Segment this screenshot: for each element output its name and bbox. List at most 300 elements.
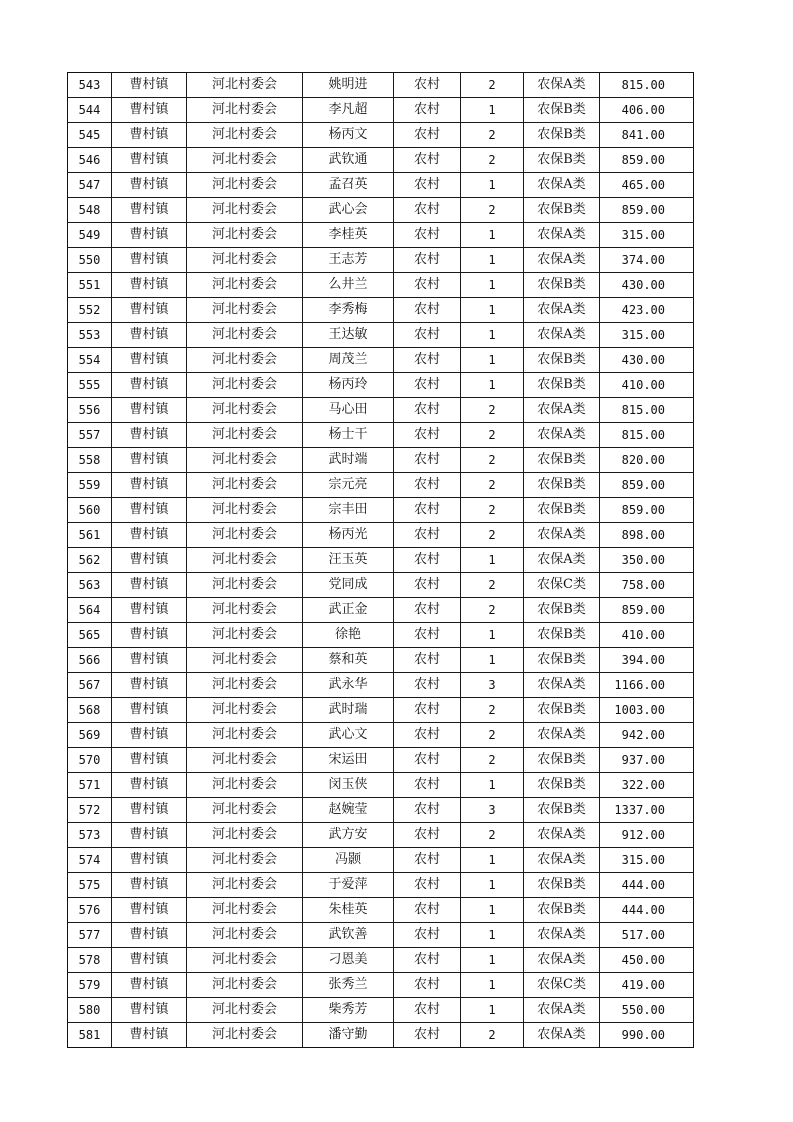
cell-village-committee: 河北村委会 (187, 873, 303, 898)
cell-town: 曹村镇 (112, 473, 187, 498)
cell-amount: 815.00 (600, 73, 694, 98)
cell-town: 曹村镇 (112, 498, 187, 523)
cell-person-name: 武钦通 (303, 148, 394, 173)
cell-village-committee: 河北村委会 (187, 173, 303, 198)
cell-area-type: 农村 (394, 148, 461, 173)
cell-person-name: 武心文 (303, 723, 394, 748)
cell-person-name: 武永华 (303, 673, 394, 698)
table-row (68, 473, 694, 498)
cell-household-count: 1 (461, 873, 524, 898)
cell-amount: 815.00 (600, 398, 694, 423)
table-row (68, 548, 694, 573)
table-row (68, 973, 694, 998)
cell-town: 曹村镇 (112, 523, 187, 548)
cell-area-type: 农村 (394, 348, 461, 373)
cell-area-type: 农村 (394, 923, 461, 948)
cell-person-name: 姚明进 (303, 73, 394, 98)
cell-person-name: 武钦善 (303, 923, 394, 948)
cell-village-committee: 河北村委会 (187, 73, 303, 98)
cell-person-name: 冯颢 (303, 848, 394, 873)
cell-village-committee: 河北村委会 (187, 348, 303, 373)
table-row (68, 648, 694, 673)
cell-household-count: 1 (461, 923, 524, 948)
table-row (68, 98, 694, 123)
cell-insurance-category: 农保A类 (524, 1023, 600, 1048)
table-row (68, 73, 694, 98)
cell-town: 曹村镇 (112, 98, 187, 123)
cell-household-count: 1 (461, 648, 524, 673)
cell-serial-number: 569 (68, 723, 112, 748)
table-row (68, 798, 694, 823)
cell-village-committee: 河北村委会 (187, 298, 303, 323)
cell-village-committee: 河北村委会 (187, 1023, 303, 1048)
cell-town: 曹村镇 (112, 823, 187, 848)
cell-village-committee: 河北村委会 (187, 423, 303, 448)
cell-serial-number: 549 (68, 223, 112, 248)
cell-village-committee: 河北村委会 (187, 148, 303, 173)
cell-amount: 517.00 (600, 923, 694, 948)
table-row (68, 698, 694, 723)
cell-village-committee: 河北村委会 (187, 523, 303, 548)
cell-insurance-category: 农保A类 (524, 523, 600, 548)
cell-area-type: 农村 (394, 723, 461, 748)
cell-amount: 859.00 (600, 498, 694, 523)
cell-serial-number: 572 (68, 798, 112, 823)
cell-area-type: 农村 (394, 648, 461, 673)
cell-amount: 444.00 (600, 873, 694, 898)
cell-household-count: 2 (461, 448, 524, 473)
cell-village-committee: 河北村委会 (187, 973, 303, 998)
table-row (68, 848, 694, 873)
cell-town: 曹村镇 (112, 948, 187, 973)
cell-serial-number: 560 (68, 498, 112, 523)
cell-town: 曹村镇 (112, 148, 187, 173)
table-row (68, 673, 694, 698)
cell-area-type: 农村 (394, 498, 461, 523)
cell-town: 曹村镇 (112, 998, 187, 1023)
cell-insurance-category: 农保B类 (524, 798, 600, 823)
cell-town: 曹村镇 (112, 123, 187, 148)
cell-amount: 815.00 (600, 423, 694, 448)
cell-area-type: 农村 (394, 873, 461, 898)
cell-household-count: 1 (461, 298, 524, 323)
cell-insurance-category: 农保A类 (524, 398, 600, 423)
cell-area-type: 农村 (394, 598, 461, 623)
cell-person-name: 赵婉莹 (303, 798, 394, 823)
cell-area-type: 农村 (394, 798, 461, 823)
cell-amount: 430.00 (600, 273, 694, 298)
cell-person-name: 武方安 (303, 823, 394, 848)
cell-serial-number: 564 (68, 598, 112, 623)
cell-insurance-category: 农保B类 (524, 498, 600, 523)
cell-person-name: 蔡和英 (303, 648, 394, 673)
cell-area-type: 农村 (394, 673, 461, 698)
cell-village-committee: 河北村委会 (187, 373, 303, 398)
cell-village-committee: 河北村委会 (187, 898, 303, 923)
cell-amount: 758.00 (600, 573, 694, 598)
cell-town: 曹村镇 (112, 598, 187, 623)
cell-serial-number: 574 (68, 848, 112, 873)
cell-person-name: 孟召英 (303, 173, 394, 198)
table-row (68, 148, 694, 173)
cell-serial-number: 544 (68, 98, 112, 123)
cell-amount: 898.00 (600, 523, 694, 548)
cell-village-committee: 河北村委会 (187, 598, 303, 623)
cell-village-committee: 河北村委会 (187, 398, 303, 423)
cell-amount: 942.00 (600, 723, 694, 748)
cell-household-count: 2 (461, 423, 524, 448)
cell-insurance-category: 农保A类 (524, 73, 600, 98)
cell-insurance-category: 农保B类 (524, 698, 600, 723)
cell-person-name: 武时端 (303, 448, 394, 473)
cell-person-name: 李秀梅 (303, 298, 394, 323)
cell-village-committee: 河北村委会 (187, 748, 303, 773)
table-row (68, 923, 694, 948)
cell-village-committee: 河北村委会 (187, 623, 303, 648)
cell-amount: 410.00 (600, 373, 694, 398)
roster-table-body (68, 73, 694, 1048)
table-row (68, 773, 694, 798)
cell-household-count: 2 (461, 498, 524, 523)
table-row (68, 748, 694, 773)
cell-person-name: 杨士干 (303, 423, 394, 448)
cell-serial-number: 552 (68, 298, 112, 323)
cell-area-type: 农村 (394, 948, 461, 973)
cell-town: 曹村镇 (112, 573, 187, 598)
cell-serial-number: 578 (68, 948, 112, 973)
cell-insurance-category: 农保C类 (524, 973, 600, 998)
cell-insurance-category: 农保B类 (524, 148, 600, 173)
cell-village-committee: 河北村委会 (187, 848, 303, 873)
cell-person-name: 李凡超 (303, 98, 394, 123)
cell-serial-number: 576 (68, 898, 112, 923)
cell-person-name: 李桂英 (303, 223, 394, 248)
cell-amount: 550.00 (600, 998, 694, 1023)
cell-town: 曹村镇 (112, 273, 187, 298)
cell-amount: 859.00 (600, 198, 694, 223)
cell-insurance-category: 农保B类 (524, 348, 600, 373)
cell-household-count: 2 (461, 148, 524, 173)
cell-household-count: 1 (461, 373, 524, 398)
cell-household-count: 1 (461, 173, 524, 198)
cell-amount: 450.00 (600, 948, 694, 973)
cell-amount: 430.00 (600, 348, 694, 373)
cell-household-count: 2 (461, 723, 524, 748)
cell-town: 曹村镇 (112, 248, 187, 273)
cell-village-committee: 河北村委会 (187, 123, 303, 148)
cell-area-type: 农村 (394, 698, 461, 723)
table-row (68, 998, 694, 1023)
cell-amount: 444.00 (600, 898, 694, 923)
cell-insurance-category: 农保B类 (524, 773, 600, 798)
cell-person-name: 潘守勤 (303, 1023, 394, 1048)
cell-amount: 410.00 (600, 623, 694, 648)
cell-amount: 406.00 (600, 98, 694, 123)
cell-household-count: 2 (461, 1023, 524, 1048)
cell-town: 曹村镇 (112, 698, 187, 723)
cell-area-type: 农村 (394, 573, 461, 598)
cell-household-count: 1 (461, 98, 524, 123)
cell-serial-number: 577 (68, 923, 112, 948)
cell-household-count: 1 (461, 348, 524, 373)
cell-serial-number: 551 (68, 273, 112, 298)
cell-household-count: 2 (461, 523, 524, 548)
cell-amount: 322.00 (600, 773, 694, 798)
cell-insurance-category: 农保A类 (524, 673, 600, 698)
cell-village-committee: 河北村委会 (187, 198, 303, 223)
cell-village-committee: 河北村委会 (187, 498, 303, 523)
cell-insurance-category: 农保A类 (524, 423, 600, 448)
cell-household-count: 2 (461, 73, 524, 98)
cell-area-type: 农村 (394, 323, 461, 348)
cell-insurance-category: 农保B类 (524, 448, 600, 473)
cell-household-count: 1 (461, 323, 524, 348)
cell-insurance-category: 农保A类 (524, 948, 600, 973)
table-row (68, 348, 694, 373)
cell-amount: 859.00 (600, 473, 694, 498)
table-row (68, 373, 694, 398)
cell-town: 曹村镇 (112, 323, 187, 348)
cell-village-committee: 河北村委会 (187, 923, 303, 948)
cell-area-type: 农村 (394, 298, 461, 323)
cell-amount: 350.00 (600, 548, 694, 573)
cell-amount: 859.00 (600, 598, 694, 623)
cell-household-count: 3 (461, 798, 524, 823)
cell-household-count: 1 (461, 773, 524, 798)
cell-village-committee: 河北村委会 (187, 673, 303, 698)
cell-insurance-category: 农保B类 (524, 98, 600, 123)
cell-household-count: 1 (461, 548, 524, 573)
cell-area-type: 农村 (394, 73, 461, 98)
cell-village-committee: 河北村委会 (187, 248, 303, 273)
cell-person-name: 武正金 (303, 598, 394, 623)
cell-town: 曹村镇 (112, 73, 187, 98)
cell-serial-number: 559 (68, 473, 112, 498)
cell-serial-number: 562 (68, 548, 112, 573)
cell-area-type: 农村 (394, 998, 461, 1023)
cell-serial-number: 558 (68, 448, 112, 473)
cell-household-count: 1 (461, 998, 524, 1023)
cell-serial-number: 570 (68, 748, 112, 773)
cell-insurance-category: 农保C类 (524, 573, 600, 598)
cell-amount: 394.00 (600, 648, 694, 673)
cell-area-type: 农村 (394, 223, 461, 248)
cell-amount: 465.00 (600, 173, 694, 198)
cell-serial-number: 543 (68, 73, 112, 98)
cell-town: 曹村镇 (112, 548, 187, 573)
cell-serial-number: 563 (68, 573, 112, 598)
table-row (68, 223, 694, 248)
cell-area-type: 农村 (394, 473, 461, 498)
cell-person-name: 宋运田 (303, 748, 394, 773)
cell-town: 曹村镇 (112, 1023, 187, 1048)
cell-person-name: 周茂兰 (303, 348, 394, 373)
cell-household-count: 1 (461, 848, 524, 873)
cell-town: 曹村镇 (112, 198, 187, 223)
cell-town: 曹村镇 (112, 973, 187, 998)
cell-amount: 1166.00 (600, 673, 694, 698)
table-row (68, 898, 694, 923)
cell-person-name: 杨丙文 (303, 123, 394, 148)
table-row (68, 723, 694, 748)
cell-insurance-category: 农保A类 (524, 223, 600, 248)
cell-area-type: 农村 (394, 373, 461, 398)
table-row (68, 523, 694, 548)
cell-village-committee: 河北村委会 (187, 573, 303, 598)
cell-serial-number: 556 (68, 398, 112, 423)
cell-insurance-category: 农保A类 (524, 173, 600, 198)
cell-serial-number: 579 (68, 973, 112, 998)
cell-village-committee: 河北村委会 (187, 948, 303, 973)
table-row (68, 423, 694, 448)
cell-area-type: 农村 (394, 248, 461, 273)
table-row (68, 173, 694, 198)
cell-town: 曹村镇 (112, 298, 187, 323)
cell-town: 曹村镇 (112, 798, 187, 823)
cell-area-type: 农村 (394, 523, 461, 548)
cell-household-count: 2 (461, 123, 524, 148)
cell-household-count: 1 (461, 248, 524, 273)
cell-amount: 820.00 (600, 448, 694, 473)
cell-person-name: 朱桂英 (303, 898, 394, 923)
cell-area-type: 农村 (394, 973, 461, 998)
cell-household-count: 2 (461, 823, 524, 848)
cell-serial-number: 561 (68, 523, 112, 548)
table-row (68, 273, 694, 298)
cell-insurance-category: 农保B类 (524, 198, 600, 223)
cell-household-count: 2 (461, 473, 524, 498)
cell-household-count: 1 (461, 223, 524, 248)
cell-area-type: 农村 (394, 898, 461, 923)
cell-town: 曹村镇 (112, 398, 187, 423)
cell-village-committee: 河北村委会 (187, 723, 303, 748)
cell-amount: 1003.00 (600, 698, 694, 723)
cell-household-count: 2 (461, 598, 524, 623)
cell-household-count: 1 (461, 948, 524, 973)
cell-serial-number: 554 (68, 348, 112, 373)
cell-area-type: 农村 (394, 773, 461, 798)
table-row (68, 448, 694, 473)
cell-household-count: 2 (461, 698, 524, 723)
cell-serial-number: 550 (68, 248, 112, 273)
cell-amount: 937.00 (600, 748, 694, 773)
cell-village-committee: 河北村委会 (187, 98, 303, 123)
cell-town: 曹村镇 (112, 623, 187, 648)
cell-serial-number: 553 (68, 323, 112, 348)
cell-person-name: 柴秀芳 (303, 998, 394, 1023)
cell-village-committee: 河北村委会 (187, 448, 303, 473)
table-row (68, 123, 694, 148)
cell-serial-number: 571 (68, 773, 112, 798)
cell-person-name: 么井兰 (303, 273, 394, 298)
cell-household-count: 2 (461, 748, 524, 773)
cell-town: 曹村镇 (112, 748, 187, 773)
cell-amount: 912.00 (600, 823, 694, 848)
cell-amount: 990.00 (600, 1023, 694, 1048)
cell-household-count: 2 (461, 398, 524, 423)
cell-person-name: 王达敏 (303, 323, 394, 348)
cell-town: 曹村镇 (112, 773, 187, 798)
cell-amount: 1337.00 (600, 798, 694, 823)
cell-town: 曹村镇 (112, 648, 187, 673)
cell-area-type: 农村 (394, 423, 461, 448)
cell-village-committee: 河北村委会 (187, 773, 303, 798)
cell-area-type: 农村 (394, 173, 461, 198)
cell-village-committee: 河北村委会 (187, 798, 303, 823)
cell-serial-number: 548 (68, 198, 112, 223)
cell-insurance-category: 农保B类 (524, 273, 600, 298)
cell-insurance-category: 农保B类 (524, 873, 600, 898)
cell-insurance-category: 农保A类 (524, 848, 600, 873)
table-row (68, 323, 694, 348)
cell-village-committee: 河北村委会 (187, 223, 303, 248)
table-row (68, 1023, 694, 1048)
cell-serial-number: 566 (68, 648, 112, 673)
cell-area-type: 农村 (394, 1023, 461, 1048)
cell-insurance-category: 农保B类 (524, 648, 600, 673)
cell-insurance-category: 农保A类 (524, 998, 600, 1023)
cell-insurance-category: 农保B类 (524, 473, 600, 498)
cell-serial-number: 555 (68, 373, 112, 398)
cell-town: 曹村镇 (112, 423, 187, 448)
cell-area-type: 农村 (394, 823, 461, 848)
cell-area-type: 农村 (394, 198, 461, 223)
cell-insurance-category: 农保A类 (524, 723, 600, 748)
table-row (68, 623, 694, 648)
cell-household-count: 1 (461, 623, 524, 648)
table-row (68, 598, 694, 623)
table-row (68, 823, 694, 848)
cell-area-type: 农村 (394, 748, 461, 773)
cell-person-name: 汪玉英 (303, 548, 394, 573)
cell-insurance-category: 农保B类 (524, 123, 600, 148)
table-row (68, 873, 694, 898)
cell-serial-number: 547 (68, 173, 112, 198)
cell-insurance-category: 农保A类 (524, 548, 600, 573)
cell-insurance-category: 农保B类 (524, 373, 600, 398)
cell-household-count: 1 (461, 273, 524, 298)
cell-insurance-category: 农保B类 (524, 623, 600, 648)
cell-amount: 315.00 (600, 323, 694, 348)
cell-area-type: 农村 (394, 273, 461, 298)
cell-insurance-category: 农保A类 (524, 823, 600, 848)
cell-area-type: 农村 (394, 623, 461, 648)
cell-serial-number: 545 (68, 123, 112, 148)
cell-person-name: 杨丙光 (303, 523, 394, 548)
cell-insurance-category: 农保B类 (524, 898, 600, 923)
cell-person-name: 刁恩美 (303, 948, 394, 973)
roster-table (67, 72, 694, 1048)
cell-town: 曹村镇 (112, 373, 187, 398)
cell-person-name: 王志芳 (303, 248, 394, 273)
cell-town: 曹村镇 (112, 348, 187, 373)
cell-area-type: 农村 (394, 548, 461, 573)
table-row (68, 298, 694, 323)
cell-area-type: 农村 (394, 448, 461, 473)
cell-person-name: 张秀兰 (303, 973, 394, 998)
cell-serial-number: 581 (68, 1023, 112, 1048)
cell-person-name: 党同成 (303, 573, 394, 598)
cell-village-committee: 河北村委会 (187, 548, 303, 573)
table-row (68, 248, 694, 273)
cell-serial-number: 573 (68, 823, 112, 848)
cell-serial-number: 568 (68, 698, 112, 723)
cell-person-name: 闵玉侠 (303, 773, 394, 798)
cell-person-name: 宗元亮 (303, 473, 394, 498)
cell-area-type: 农村 (394, 123, 461, 148)
cell-town: 曹村镇 (112, 923, 187, 948)
cell-village-committee: 河北村委会 (187, 998, 303, 1023)
